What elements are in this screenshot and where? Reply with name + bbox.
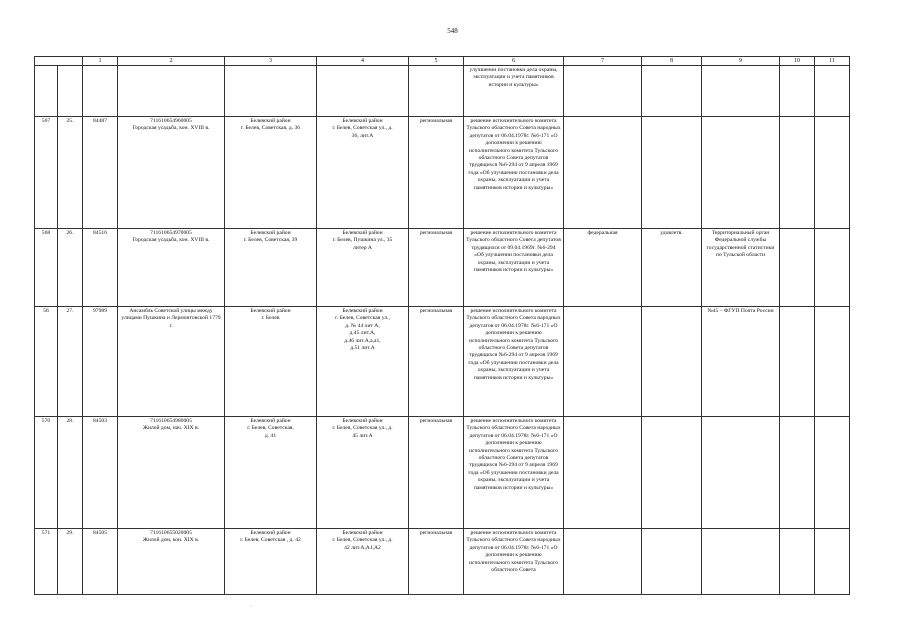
user-cell <box>702 417 780 529</box>
condition-cell <box>642 307 702 417</box>
address-detail-cell: Белевский район г. Белев, Советская ул., д. 36, лит.А <box>317 117 409 229</box>
significance-cell <box>564 307 642 417</box>
row-number: 29. <box>58 529 83 595</box>
object-code: 84516 <box>83 229 118 307</box>
header-cell-1: 1 <box>83 57 118 66</box>
object-code: 84487 <box>83 117 118 229</box>
header-cell-6: 6 <box>464 57 564 66</box>
condition-cell <box>642 117 702 229</box>
user-cell <box>702 66 780 117</box>
object-code: 84503 <box>83 417 118 529</box>
row-id: 571 <box>35 529 58 595</box>
col11-cell <box>815 66 850 117</box>
address-cell: Белевский район г. Белев, Советская , д. 42 <box>225 529 317 595</box>
row-number: 25. <box>58 117 83 229</box>
user-cell: Территориальный орган Федеральной службы государственной статистики по Тульской области <box>702 229 780 307</box>
page-number: 548 <box>447 27 458 35</box>
user-cell: №45 – ФГУП Почта России <box>702 307 780 417</box>
row-id: 568 <box>35 229 58 307</box>
address-detail-cell: Белевский район г. Белев, Советская ул., д. № 44 лит А, д.45 лит.А, д.46 лит.А,а,а1, д.51 лит.А <box>317 307 409 417</box>
header-cell-4: 4 <box>317 57 409 66</box>
significance-cell <box>564 66 642 117</box>
document-cell: решение исполнительного комитета Тульского областного Совета народных депутатов от 06.04.1978г. №6-171 «О дополнении к решению исполнительного комитета Тульского областного Совета <box>464 529 564 595</box>
header-cell-10: 10 <box>780 57 815 66</box>
address-detail-cell: Белевский район г. Белев, Советская ул., д. 45 лит.А <box>317 417 409 529</box>
table-row <box>35 307 850 417</box>
significance-cell: федеральная <box>564 229 642 307</box>
header-cell-5: 5 <box>409 57 464 66</box>
row-number <box>58 66 83 117</box>
col10-cell <box>780 417 815 529</box>
address-detail-cell: Белевский район г. Белев, Пушкина ул., 35 литер А <box>317 229 409 307</box>
significance-cell <box>564 529 642 595</box>
row-id: 56 <box>35 307 58 417</box>
condition-cell <box>642 417 702 529</box>
document-cell: решение исполнительного комитета Тульского областного Совета народных депутатов от 06.04.1978г. №6-171 «О дополнении к решению исполнительного комитета Тульского областного Совета депутатов трудящихся №6-294 от 9 апреля 1969 года «Об улучшении постановки дела охраны, эксплуатации и учета памятников истории и культуры» <box>464 307 564 417</box>
header-cell-9: 9 <box>702 57 780 66</box>
row-number: 27. <box>58 307 83 417</box>
category-cell <box>409 66 464 117</box>
col11-cell <box>815 529 850 595</box>
row-id: 567 <box>35 117 58 229</box>
header-row <box>35 57 850 66</box>
significance-cell <box>564 117 642 229</box>
row-id: 570 <box>35 417 58 529</box>
address-detail-cell <box>317 66 409 117</box>
heritage-register-table <box>34 56 850 595</box>
col10-cell <box>780 307 815 417</box>
table-row <box>35 117 850 229</box>
header-cell-8: 8 <box>642 57 702 66</box>
col10-cell <box>780 529 815 595</box>
col11-cell <box>815 307 850 417</box>
address-cell: Белевский район г. Белев, Советская, д. 41 <box>225 417 317 529</box>
header-cell-7: 7 <box>564 57 642 66</box>
user-cell <box>702 529 780 595</box>
category-cell: региональная <box>409 529 464 595</box>
object-code <box>83 66 118 117</box>
table-row <box>35 529 850 595</box>
col11-cell <box>815 117 850 229</box>
object-name: Ансамбль Советской улицы между улицами Пушкина и Лермонтовской 1779 г. <box>118 307 225 417</box>
table-row <box>35 66 850 117</box>
object-code: 97989 <box>83 307 118 417</box>
user-cell <box>702 117 780 229</box>
col11-cell <box>815 229 850 307</box>
condition-cell <box>642 529 702 595</box>
document-cell: решение исполнительного комитета Тульского областного Совета депутатов трудящихся от 09.04.1969г. №6-294 «Об улучшении постановки дела охраны, эксплуатации и учета памятников истории и культуры» <box>464 229 564 307</box>
category-cell: региональная <box>409 417 464 529</box>
col10-cell <box>780 229 815 307</box>
row-number: 28. <box>58 417 83 529</box>
col11-cell <box>815 417 850 529</box>
significance-cell <box>564 417 642 529</box>
row-number: 26. <box>58 229 83 307</box>
address-detail-cell: Белевский район г. Белев, Советская ул., д. 42 лит.А,А1,А2 <box>317 529 409 595</box>
table-body <box>35 66 850 595</box>
category-cell: региональная <box>409 229 464 307</box>
object-name: 711610655020005 Жилой дом, кон. XIX в. <box>118 529 225 595</box>
condition-cell: удовлетв. <box>642 229 702 307</box>
address-cell: Белевский район г. Белев <box>225 307 317 417</box>
header-cell-11: 11 <box>815 57 850 66</box>
object-name: 711610654980005 Жилой дом, нач. XIX в. <box>118 417 225 529</box>
object-name: 711610654970005 Городская усадьба, кон. XVIII в. <box>118 229 225 307</box>
header-cell-2: 2 <box>118 57 225 66</box>
col10-cell <box>780 117 815 229</box>
scan-mark: · <box>250 604 252 610</box>
category-cell: региональная <box>409 307 464 417</box>
document-cell: решение исполнительного комитета Тульского областного Совета народных депутатов от 06.04.1978г. №6-171 «О дополнении к решению исполнительного комитета Тульского областного Совета депутатов трудящихся №6-294 от 9 апреля 1969 года «Об улучшении постановки дела охраны, эксплуатации и учета памятников истории и культуры» <box>464 417 564 529</box>
address-cell: Белевский район г. Белев, Советская, д. 36 <box>225 117 317 229</box>
object-code: 84505 <box>83 529 118 595</box>
document-cell: улучшении постановки дела охраны, эксплуатации и учета памятников истории и культуры» <box>464 66 564 117</box>
category-cell: региональная <box>409 117 464 229</box>
object-name: 711610654960005 Городская усадьба, кон. XVIII в. <box>118 117 225 229</box>
condition-cell <box>642 66 702 117</box>
table-row <box>35 417 850 529</box>
table-row <box>35 229 850 307</box>
header-cell-3: 3 <box>225 57 317 66</box>
header-cell-0 <box>35 57 83 66</box>
document-cell: решение исполнительного комитета Тульского областного Совета народных депутатов от 06.04.1978г. №6-171 «О дополнении к решению исполнительного комитета Тульского областного Совета депутатов трудящихся №6-294 от 9 апреля 1969 года «Об улучшении постановки дела охраны, эксплуатации и учета памятников истории и культуры» <box>464 117 564 229</box>
row-id <box>35 66 58 117</box>
object-name <box>118 66 225 117</box>
address-cell <box>225 66 317 117</box>
address-cell: Белевский район г. Белев, Советская, 39 <box>225 229 317 307</box>
col10-cell <box>780 66 815 117</box>
